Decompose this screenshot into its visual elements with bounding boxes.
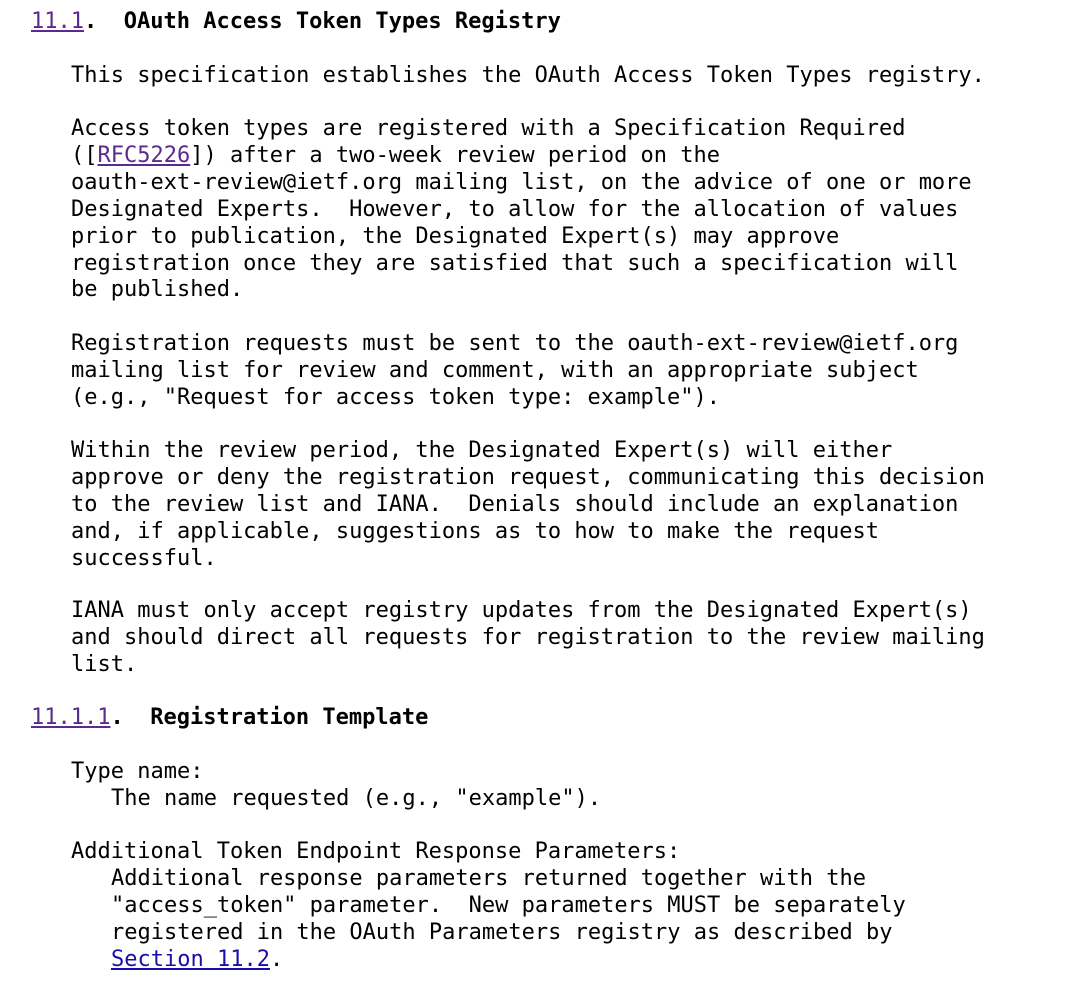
punctuation: . bbox=[269, 946, 284, 972]
section-heading-11-1-1: 11.1.1. Registration Template bbox=[31, 705, 429, 730]
text-line: and, if applicable, suggestions as to how to make the request bbox=[71, 518, 879, 544]
field-description: registered in the OAuth Parameters registry as described by bbox=[111, 919, 893, 945]
section-title: Registration Template bbox=[150, 705, 429, 730]
section-title: OAuth Access Token Types Registry bbox=[123, 9, 561, 34]
text-line: oauth-ext-review@ietf.org mailing list, on the advice of one or more bbox=[71, 169, 972, 195]
section-number-link[interactable]: 11.1 bbox=[31, 9, 84, 34]
text-line: IANA must only accept registry updates from the Designated Expert(s) bbox=[71, 598, 972, 623]
field-label: Type name: bbox=[71, 759, 204, 784]
text-line: successful. bbox=[71, 545, 217, 571]
field-label: Additional Token Endpoint Response Parameters: bbox=[71, 839, 681, 864]
text-line: Access token types are registered with a Specification Required bbox=[71, 116, 906, 141]
field-description: The name requested (e.g., "example"). bbox=[111, 785, 602, 811]
paragraph-registration-policy bbox=[71, 116, 972, 304]
text-line: Within the review period, the Designated Expert(s) will either bbox=[71, 438, 893, 463]
text-line: be published. bbox=[71, 277, 244, 303]
text-line: ([ bbox=[71, 142, 98, 168]
text-line: registration once they are satisfied that such a specification will bbox=[71, 250, 959, 276]
paragraph-intro bbox=[71, 63, 985, 90]
paragraph-review-period bbox=[71, 438, 985, 573]
paragraph-iana-updates bbox=[71, 598, 985, 679]
text-line: prior to publication, the Designated Expert(s) may approve bbox=[71, 223, 840, 249]
field-description: "access_token" parameter. New parameters MUST be separately bbox=[111, 892, 906, 918]
text-line: approve or deny the registration request, communicating this decision bbox=[71, 464, 985, 490]
section-number-link[interactable]: 11.1.1 bbox=[31, 705, 111, 730]
template-additional-params bbox=[71, 839, 906, 974]
text-line: list. bbox=[71, 651, 138, 677]
text-line: Registration requests must be sent to the oauth-ext-review@ietf.org bbox=[71, 331, 959, 356]
field-description-link-line bbox=[71, 947, 283, 972]
text-line: Designated Experts. However, to allow for the allocation of values bbox=[71, 196, 959, 222]
text-line: mailing list for review and comment, with an appropriate subject bbox=[71, 357, 919, 383]
text-line: (e.g., "Request for access token type: example"). bbox=[71, 384, 721, 410]
text-line: ]) after a two-week review period on the bbox=[190, 142, 721, 168]
text-line: This specification establishes the OAuth Access Token Types registry. bbox=[71, 63, 985, 88]
text-line: to the review list and IANA. Denials should include an explanation bbox=[71, 491, 959, 517]
text-line: and should direct all requests for registration to the review mailing bbox=[71, 624, 985, 650]
paragraph-registration-requests bbox=[71, 331, 958, 412]
rfc5226-link[interactable]: RFC5226 bbox=[97, 142, 191, 168]
template-type-name bbox=[71, 759, 601, 813]
section-11-2-link[interactable]: Section 11.2 bbox=[111, 946, 270, 972]
section-heading-11-1: 11.1. OAuth Access Token Types Registry bbox=[31, 9, 561, 34]
field-description: Additional response parameters returned together with the bbox=[111, 865, 866, 891]
